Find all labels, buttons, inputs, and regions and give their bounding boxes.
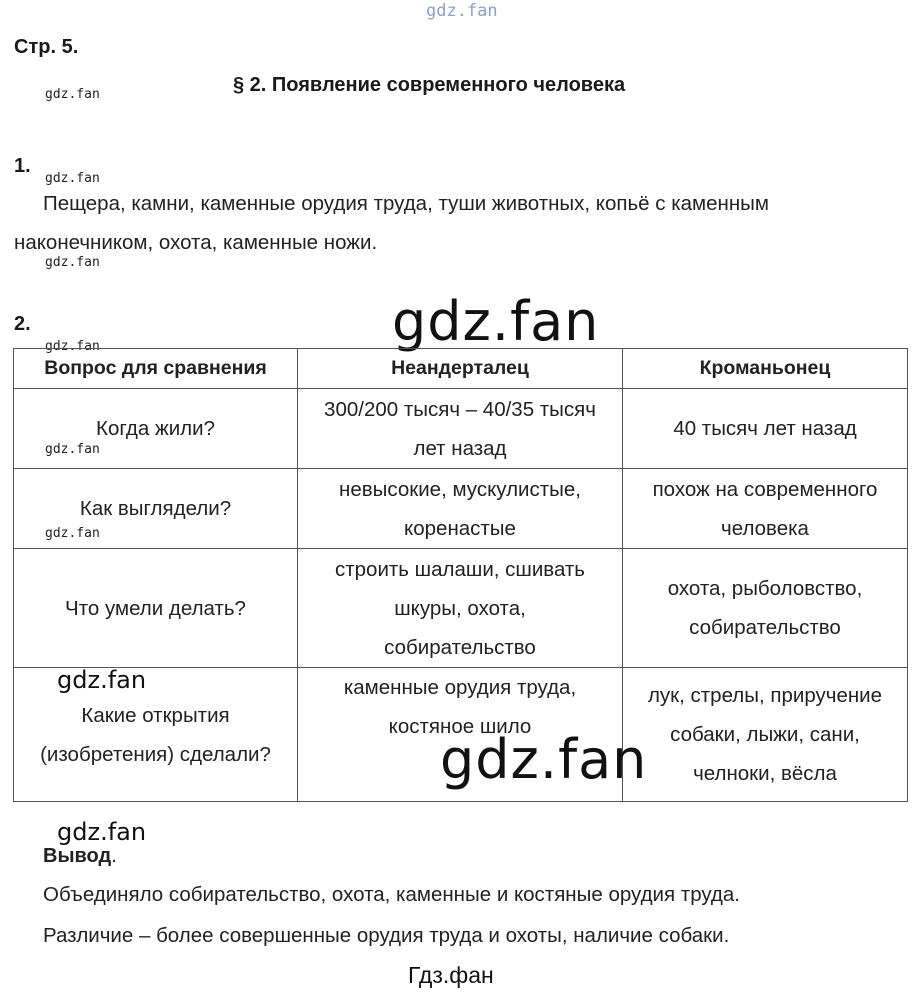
watermark-small: gdz.fan [45, 171, 100, 186]
table-cell-neanderthal: 300/200 тысяч – 40/35 тысяч лет назад [298, 389, 623, 469]
table-cell-question: Что умели делать? [14, 549, 298, 668]
table-cell-neanderthal: каменные орудия труда, костяное шило [298, 668, 623, 802]
task-1-line-1: Пещера, камни, каменные орудия труда, туши животных, копьё с каменным [43, 192, 769, 215]
conclusion-label: Вывод [43, 845, 112, 867]
conclusion-label-suffix: . [111, 845, 117, 867]
watermark-big: gdz.fan [392, 290, 600, 353]
watermark-top: gdz.fan [426, 1, 498, 21]
watermark-small: gdz.fan [45, 442, 100, 457]
table-cell-cromagnon: лук, стрелы, приручение собаки, лыжи, сани, челноки, вёсла [623, 668, 908, 802]
section-title: § 2. Появление современного человека [233, 74, 626, 96]
table-cell-question: Когда жили? [14, 389, 298, 469]
table-cell-question: Какие открытия (изобретения) сделали? [14, 668, 298, 802]
table-row [14, 549, 908, 668]
table-cell-cromagnon: похож на современного человека [623, 469, 908, 549]
watermark-big: gdz.fan [440, 728, 648, 791]
table-cell-neanderthal: невысокие, мускулистые, коренастые [298, 469, 623, 549]
table-header-row [14, 349, 908, 389]
table-cell-question: Как выглядели? [14, 469, 298, 549]
table-cell-cromagnon: охота, рыболовство, собирательство [623, 549, 908, 668]
conclusion-line-2: Различие – более совершенные орудия труда и охоты, наличие собаки. [43, 924, 730, 947]
task-2-number: 2. [14, 313, 31, 335]
watermark-mid: gdz.fan [57, 666, 147, 694]
table-row [14, 469, 908, 549]
watermark-small: gdz.fan [45, 526, 100, 541]
table-row [14, 389, 908, 469]
task-1-line-2: наконечником, охота, каменные ножи. [14, 231, 378, 254]
watermark-footer: Гдз.фан [408, 962, 494, 988]
watermark-small: gdz.fan [45, 255, 100, 270]
column-header: Вопрос для сравнения [14, 349, 298, 389]
conclusion-heading [43, 845, 117, 868]
task-1-number: 1. [14, 155, 31, 177]
column-header: Неандерталец [298, 349, 623, 389]
conclusion-line-1: Объединяло собирательство, охота, каменные и костяные орудия труда. [43, 883, 740, 906]
column-header: Кроманьонец [623, 349, 908, 389]
watermark-small: gdz.fan [45, 339, 100, 354]
table-cell-cromagnon: 40 тысяч лет назад [623, 389, 908, 469]
watermark-mid: gdz.fan [57, 818, 147, 846]
page-label: Стр. 5. [14, 36, 79, 58]
table-cell-neanderthal: строить шалаши, сшивать шкуры, охота, собирательство [298, 549, 623, 668]
watermark-small: gdz.fan [45, 87, 100, 102]
